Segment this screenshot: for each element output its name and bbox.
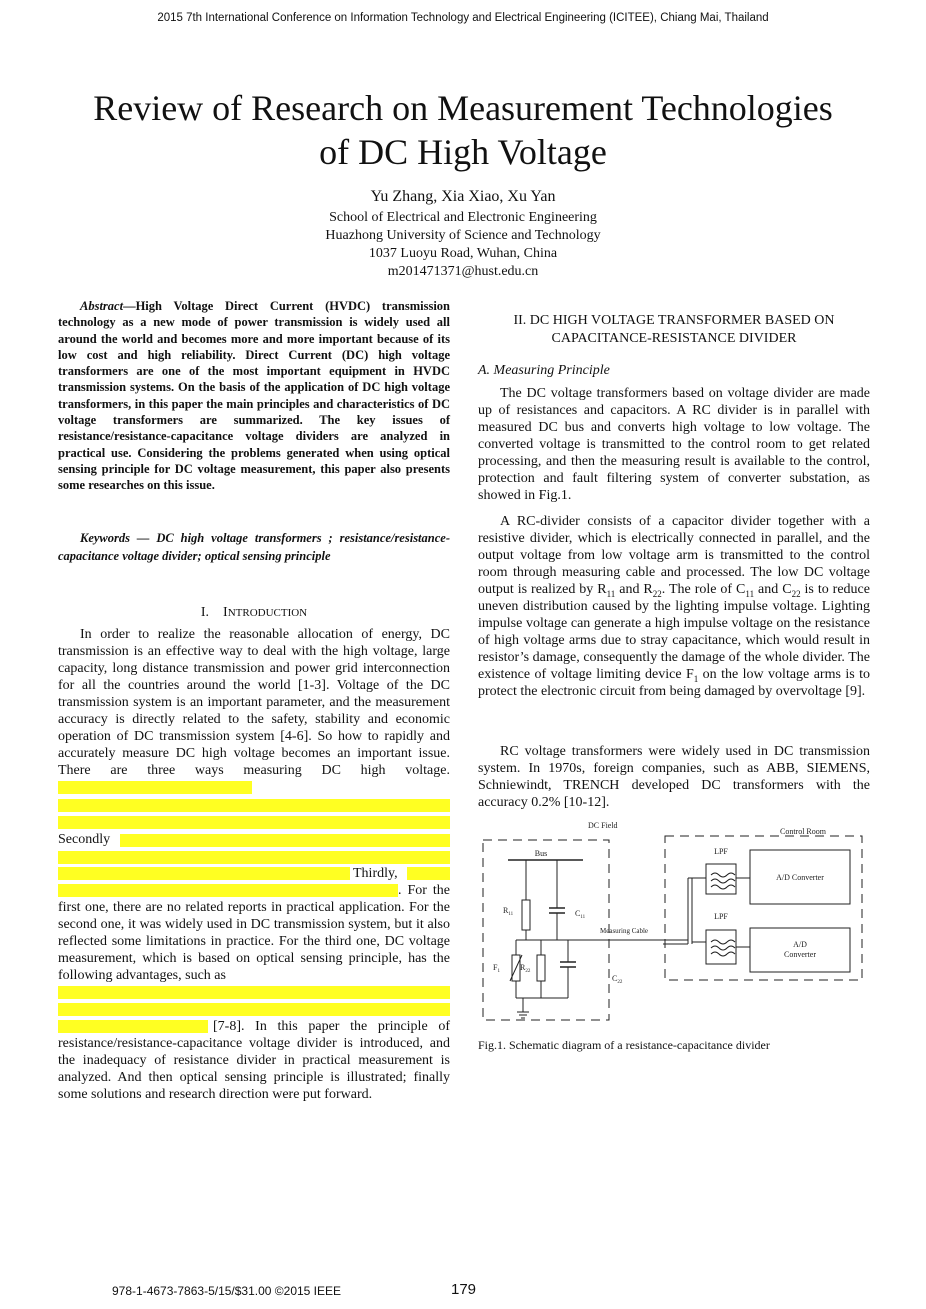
lpf-1-wave — [711, 873, 735, 877]
author-email: m201471371@hust.edu.cn — [387, 264, 539, 279]
p2-text-f: on the low voltage arms is to protect the electronic circuit from being damaged by overvoltage [9]. — [478, 667, 870, 699]
resistor-r11 — [522, 900, 530, 930]
subsection-a-heading: A. Measuring Principle — [478, 363, 610, 378]
affiliation-address: 1037 Luoyu Road, Wuhan, China — [368, 246, 558, 261]
abstract-text: —High Voltage Direct Current (HVDC) transmission technology as a new mode of power transmission is widely used all around the world and becomes more and more important because of its low cost and high reliability. Direct Current (DC) high voltage transformers are one of the most important equipment in HVDC transmission systems. On the basis of the application of DC high voltage transformers, in this paper the main principles and characteristics of DC voltage transformers are summarized. The key issues of resistance/resistance-capacitance voltage dividers are analyzed in practical use. Considering the problems generated when using optical sensing principle for DC voltage measurement, this paper also presents some researches on this issue. — [58, 299, 450, 493]
p2-text-e: is to reduce uneven distribution caused by the lighting impulse voltage. Lighting impulse voltage can generate a high impulse voltage on the resistance of high voltage arms due to stray capacitance, which would result in resistor’s damage, consequently the damage of the whole divider. The existence of voltage limiting device F — [478, 582, 870, 682]
adc-2-label-2: Converter — [784, 950, 816, 959]
section-1-number: I. — [200, 605, 210, 620]
figure-caption: Fig.1. Schematic diagram of a resistance-capacitance divider — [478, 1038, 770, 1052]
section-1-title-rest: NTRODUCTION — [227, 607, 308, 619]
bus-label: Bus — [534, 849, 548, 858]
highlight-bar — [120, 834, 450, 847]
section-2-paragraph-1 — [478, 385, 870, 504]
title-line-1: Review of Research on Measurement Technologies — [93, 88, 833, 128]
intro-paragraph-c — [58, 1018, 450, 1103]
p2-text-a: A RC-divider consists of a capacitor divider together with a resistive divider, which is electrically connected in parallel, and the output voltage from low voltage arm is transmitted to the control room through measuring cable and processed. The low DC voltage output is realized by R — [478, 514, 870, 597]
highlight-bar — [58, 816, 450, 829]
lpf-2-wave — [711, 952, 735, 956]
adc-1-label: A/D Converter — [776, 873, 824, 882]
p2-text-c: . The role of C — [661, 582, 746, 597]
thirdly-label: Thirdly, — [353, 866, 398, 881]
lpf-2-wave — [711, 940, 735, 944]
lpf-2-box — [706, 930, 736, 964]
affiliation-university: Huazhong University of Science and Technology — [325, 228, 601, 243]
authors: Yu Zhang, Xia Xiao, Xu Yan — [370, 188, 556, 205]
highlight-bar — [58, 1003, 450, 1016]
keywords-label: Keywords — [80, 531, 130, 545]
section-2-paragraph-3 — [478, 743, 870, 811]
r11-label: $R_{11}$ — [503, 906, 514, 917]
lpf-2-label: LPF — [714, 912, 728, 921]
p2-text-d: and C — [754, 582, 792, 597]
highlight-bar — [58, 986, 450, 999]
p2-text-b: and R — [615, 582, 653, 597]
section-2-text-3: RC voltage transformers were widely used in DC transmission system. In 1970s, foreign companies, such as ABB, SIEMENS, Schniewindt, TRENCH developed DC transformers with the accuracy 0.2% [10-12]. — [478, 744, 870, 810]
section-2-paragraph-2 — [478, 513, 870, 700]
section-2-text-1: The DC voltage transformers based on voltage divider are made up of resistances and capacitors. A RC divider is in parallel with measured DC bus and converts high voltage to low voltage. The converted voltage is transmitted to the control room to get related processing, and then the measuring result is available to the control, protection and fault filtering system of converter substation, as showed in Fig.1. — [478, 386, 870, 503]
highlight-bar — [58, 851, 450, 864]
secondly-label: Secondly — [58, 832, 111, 847]
c22-label: $C_{22}$ — [612, 974, 623, 985]
control-room-box — [665, 836, 862, 980]
section-1-title-first: I — [223, 605, 228, 620]
lpf-2-wave — [711, 946, 735, 950]
adc-2-label-1: A/D — [793, 940, 807, 949]
highlight-block — [58, 781, 252, 794]
lpf-1-wave — [711, 879, 735, 883]
footer-isbn: 978-1-4673-7863-5/15/$31.00 ©2015 IEEE — [112, 1284, 342, 1298]
subscript: 11 — [606, 588, 616, 599]
highlight-bar — [58, 799, 450, 812]
abstract-label: Abstract — [80, 299, 124, 313]
rc-divider-schematic — [478, 820, 870, 1030]
section-1-heading — [58, 604, 450, 622]
intro-text-b: . For the first one, there are no related reports in practical application. For the second one, it was widely used in DC transmission system, but it also reflected some limitations in practice. For the third one, DC voltage measurement, which is based on optical sensing principle, has the following advantages, such as — [58, 883, 450, 983]
intro-text-a: In order to realize the reasonable allocation of energy, DC transmission is an effective way to deal with the high voltage, large capacity, long distance transmission and power grid interconnection for all the countries around the world [1-3]. Voltage of the DC transmission system is an important parameter, and the measurement accuracy is directly related to the safety, stability and economic operation of DC transmission system [4-6]. So how to rapidly and accurately measure DC high voltage becomes an important issue. There are three ways measuring DC high voltage. — [58, 627, 450, 778]
title-line-2: of DC High Voltage — [319, 132, 607, 172]
affiliation-school: School of Electrical and Electronic Engineering — [329, 210, 597, 225]
page-number: 179 — [451, 1281, 477, 1298]
dc-field-box — [483, 840, 609, 1020]
subscript: 1 — [693, 673, 699, 684]
dc-field-label: DC Field — [588, 821, 618, 830]
resistor-r22 — [537, 955, 545, 981]
conference-header: 2015 7th International Conference on Information Technology and Electrical Engineering (ICITEE), Chiang Mai, Thailand — [157, 12, 769, 24]
paper-title — [40, 86, 886, 174]
f1-label: $F_1$ — [493, 963, 500, 974]
keywords-dash: — — [130, 531, 157, 545]
section-2-title-line-2: CAPACITANCE-RESISTANCE DIVIDER — [551, 331, 797, 346]
highlight-bar — [58, 867, 350, 880]
section-2-heading — [478, 312, 870, 348]
highlight-bar — [407, 867, 450, 880]
subscript: 11 — [745, 588, 755, 599]
intro-paragraph-b — [58, 882, 450, 984]
intro-text-c: [7-8]. In this paper the principle of resistance/resistance-capacitance voltage divider is introduced, and the inadequacy of resistance divider in practical measurement is analyzed. And then optical sensing principle is illustrated; finally some solutions and research direction were put forward. — [58, 1019, 450, 1102]
r22-label: $R_{22}$ — [520, 963, 531, 974]
measuring-cable-label: Measuring Cable — [600, 927, 649, 935]
subscript: 22 — [652, 588, 662, 599]
keywords-text: DC high voltage transformers ; resistance/resistance-capacitance voltage divider; optical sensing principle — [58, 531, 450, 563]
c11-label: $C_{11}$ — [575, 909, 586, 920]
lpf-1-label: LPF — [714, 847, 728, 856]
subscript: 22 — [791, 588, 801, 599]
lpf-1-wave — [711, 885, 735, 889]
keywords — [58, 530, 450, 565]
section-2-title-line-1: II. DC HIGH VOLTAGE TRANSFORMER BASED ON — [513, 313, 835, 328]
control-room-label: Control Room — [779, 827, 827, 836]
intro-paragraph-a — [58, 626, 450, 796]
abstract — [58, 298, 450, 494]
